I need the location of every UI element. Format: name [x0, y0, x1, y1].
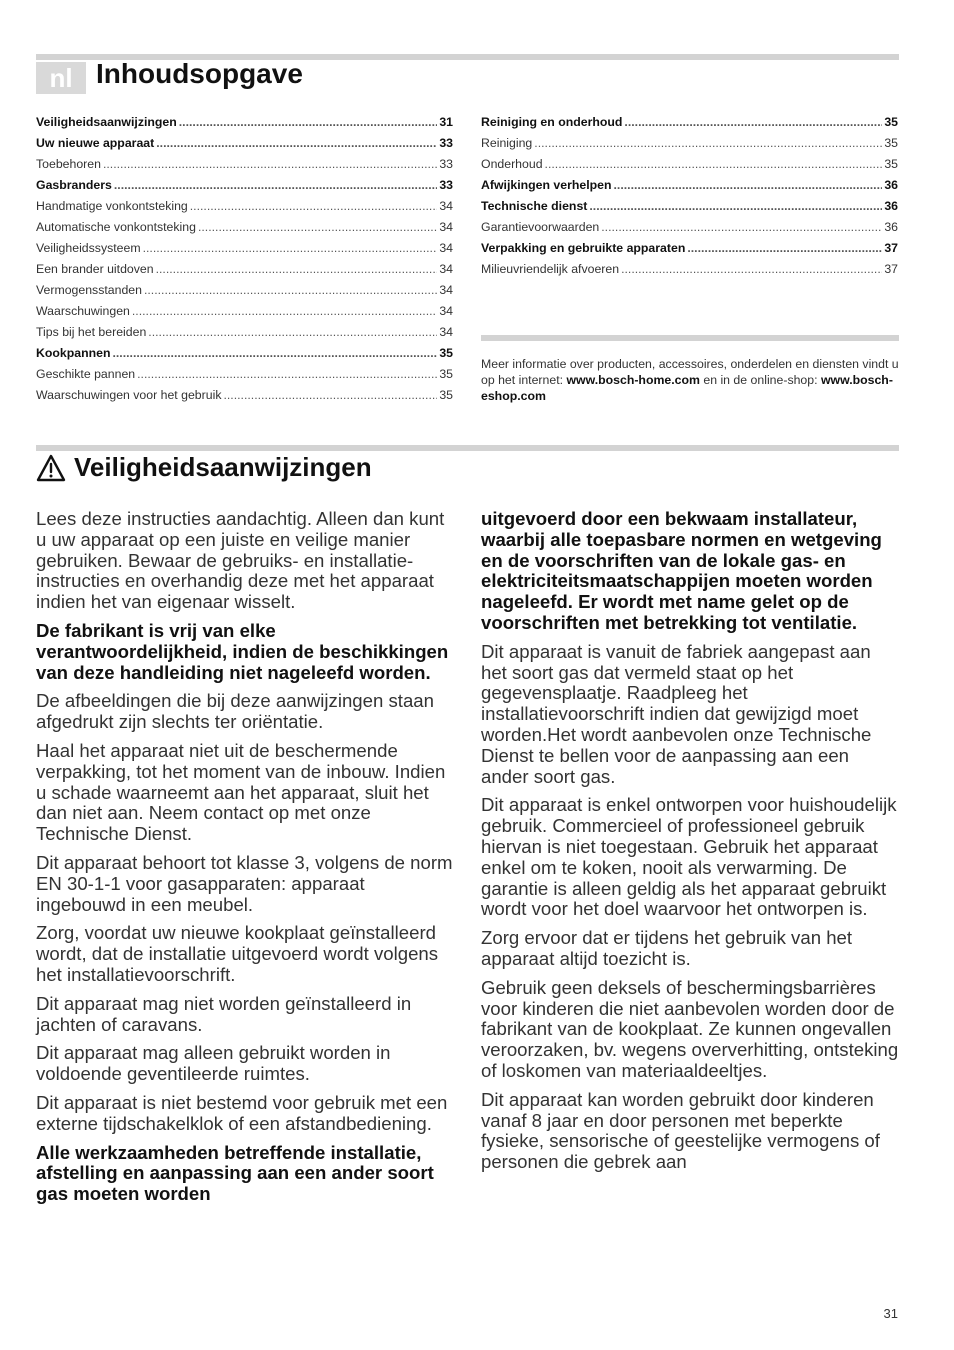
toc-leader-dots: [223, 388, 437, 402]
toc-entry-label: Geschikte pannen: [36, 367, 136, 381]
toc-entry-label: Afwijkingen verhelpen: [481, 178, 612, 192]
toc-leader-dots: [112, 346, 437, 360]
toc-entry-label: Technische dienst: [481, 199, 588, 213]
toc-entry-page: 36: [884, 199, 898, 213]
toc-entry[interactable]: [481, 262, 898, 283]
website-link[interactable]: www.bosch-home.com: [566, 373, 700, 387]
toc-leader-dots: [624, 115, 882, 129]
toc-entry[interactable]: [481, 178, 898, 199]
toc-leader-dots: [144, 283, 437, 297]
toc-entry[interactable]: [36, 325, 453, 346]
paragraph: Dit apparaat mag niet worden geïnstalleerd in jachten of caravans.: [36, 992, 412, 1035]
paragraph: Alle werkzaamheden betreffende installatie, afstelling en aanpassing aan een ander soort gas moeten worden: [36, 1141, 434, 1205]
toc-leader-dots: [614, 178, 883, 192]
toc-leader-dots: [621, 262, 882, 276]
paragraph: Dit apparaat mag alleen gebruikt worden in voldoende geventileerde ruimtes.: [36, 1042, 391, 1085]
toc-entry-label: Automatische vonkontsteking: [36, 220, 196, 234]
eshop-link[interactable]: www.bosch-eshop.com: [481, 373, 893, 403]
paragraph: Zorg, voordat uw nieuwe kookplaat geïnstalleerd wordt, dat de installatie uitgevoerd wordt volgens het installatievoorschrift.: [36, 922, 439, 985]
toc-left-column: [36, 115, 453, 409]
toc-leader-dots: [137, 367, 437, 381]
toc-title: Inhoudsopgave: [96, 58, 303, 89]
toc-leader-dots: [156, 262, 438, 276]
toc-entry[interactable]: [36, 157, 453, 178]
toc-entry-page: 33: [439, 136, 453, 150]
toc-entry[interactable]: [36, 388, 453, 409]
paragraph: Dit apparaat is enkel ontworpen voor huishoudelijk gebruik. Commercieel of professioneel gebruik hiervan is niet toegestaan. Gebruik het apparaat enkel om te koken, nooit als verwarming. De garantie is alleen geldig als het apparaat gebruikt wordt voor het doel waarvoor het ontworpen is.: [481, 794, 897, 920]
paragraph: Dit apparaat kan worden gebruikt door kinderen vanaf 8 jaar en door personen met beperkte fysieke, sensorische of geestelijke vermogens of personen die gebrek aan: [481, 1088, 880, 1173]
language-badge: nl: [36, 62, 86, 94]
toc-entry[interactable]: [481, 115, 898, 136]
toc-entry-page: 35: [439, 346, 453, 360]
paragraph: Lees deze instructies aandachtig. Alleen dan kunt u uw apparaat op een juiste en veilige manier gebruiken. Bewaar de gebruiks- en installatie-instructies en overhandig deze met het apparaat indien het van eigenaar wisselt.: [36, 508, 445, 613]
toc-leader-dots: [156, 136, 437, 150]
paragraph: De afbeeldingen die bij deze aanwijzingen staan afgedrukt zijn slechts ter oriëntatie.: [36, 690, 434, 733]
toc-entry-label: Milieuvriendelijk afvoeren: [481, 262, 620, 276]
toc-entry-label: Waarschuwingen voor het gebruik: [36, 388, 222, 402]
page-number: 31: [883, 1306, 898, 1321]
info-divider: [481, 335, 899, 341]
toc-entry-page: 33: [439, 178, 453, 192]
toc-leader-dots: [103, 157, 437, 171]
toc-entry[interactable]: [36, 220, 453, 241]
toc-entry-label: Gasbranders: [36, 178, 112, 192]
toc-entry-label: Uw nieuwe apparaat: [36, 136, 155, 150]
toc-entry-page: 35: [884, 115, 898, 129]
toc-leader-dots: [148, 325, 437, 339]
paragraph: Dit apparaat behoort tot klasse 3, volgens de norm EN 30-1-1 voor gasapparaten: apparaat ingebouwd in een meubel.: [36, 851, 453, 915]
toc-entry-page: 35: [439, 388, 453, 402]
toc-leader-dots: [198, 220, 437, 234]
toc-entry-page: 31: [439, 115, 453, 129]
safety-section-title: [36, 452, 372, 483]
safety-left-column: [36, 509, 454, 1213]
toc-leader-dots: [143, 241, 438, 255]
toc-entry[interactable]: [481, 220, 898, 241]
toc-entry[interactable]: [481, 199, 898, 220]
toc-entry[interactable]: [36, 304, 453, 325]
toc-entry-page: 35: [439, 367, 453, 381]
toc-entry-label: Handmatige vonkontsteking: [36, 199, 188, 213]
toc-leader-dots: [534, 136, 882, 150]
paragraph: De fabrikant is vrij van elke verantwoordelijkheid, indien de beschikkingen van deze handleiding niet nageleefd worden.: [36, 619, 449, 683]
toc-leader-dots: [190, 199, 438, 213]
toc-entry[interactable]: [36, 367, 453, 388]
toc-entry[interactable]: [36, 283, 453, 304]
toc-entry-page: 34: [439, 220, 453, 234]
toc-entry-page: 36: [884, 220, 898, 234]
toc-entry[interactable]: [36, 241, 453, 262]
toc-entry-page: 34: [439, 241, 453, 255]
toc-entry[interactable]: [36, 115, 453, 136]
toc-leader-dots: [601, 220, 882, 234]
toc-entry-label: Toebehoren: [36, 157, 101, 171]
toc-entry-page: 35: [884, 136, 898, 150]
toc-entry-page: 34: [439, 199, 453, 213]
toc-entry-label: Vermogensstanden: [36, 283, 142, 297]
paragraph: Dit apparaat is vanuit de fabriek aangepast aan het soort gas dat vermeld staat op het gegevensplaatje. Raadpleeg het installatievoorschrift indien dat gewijzigd moet worden.Het wordt aanbevolen onze Technische Dienst te bellen voor de aanpassing aan een ander soort gas.: [481, 640, 872, 787]
toc-entry-page: 37: [884, 262, 898, 276]
toc-entry-page: 34: [439, 325, 453, 339]
safety-right-column: [481, 509, 899, 1181]
toc-entry[interactable]: [481, 241, 898, 262]
toc-entry-label: Garantievoorwaarden: [481, 220, 600, 234]
info-text-part: Meer informatie over producten, accessoires, onderdelen en diensten vindt u op het internet:: [481, 357, 899, 387]
toc-entry-label: Tips bij het bereiden: [36, 325, 147, 339]
toc-entry-label: Veiligheidsaanwijzingen: [36, 115, 177, 129]
toc-entry-label: Verpakking en gebruikte apparaten: [481, 241, 686, 255]
warning-triangle-icon: [36, 454, 66, 482]
toc-leader-dots: [687, 241, 882, 255]
toc-entry-label: Reiniging en onderhoud: [481, 115, 623, 129]
toc-entry-page: 34: [439, 304, 453, 318]
toc-entry-label: Waarschuwingen: [36, 304, 130, 318]
paragraph: Dit apparaat is niet bestemd voor gebruik met een externe tijdschakelklok of een afstandbediening.: [36, 1091, 448, 1134]
toc-entry-page: 37: [884, 241, 898, 255]
toc-leader-dots: [589, 199, 882, 213]
paragraph: Haal het apparaat niet uit de beschermende verpakking, tot het moment van de inbouw. Indien u schade waarneemt aan het apparaat, sluit het dan niet aan. Neem contact op met onze Technische Dienst.: [36, 739, 446, 845]
toc-entry-label: Reiniging: [481, 136, 533, 150]
toc-entry[interactable]: [481, 157, 898, 178]
toc-entry-page: 34: [439, 283, 453, 297]
toc-entry[interactable]: [481, 136, 898, 157]
toc-entry[interactable]: [36, 136, 453, 157]
safety-title-text: Veiligheidsaanwijzingen: [74, 452, 372, 482]
paragraph: Zorg ervoor dat er tijdens het gebruik van het apparaat altijd toezicht is.: [481, 927, 853, 969]
toc-leader-dots: [114, 178, 437, 192]
toc-entry[interactable]: [36, 262, 453, 283]
toc-leader-dots: [545, 157, 883, 171]
paragraph: Gebruik geen deksels of beschermingsbarrières voor kinderen die niet aanbevolen worden door de fabrikant van de kookplaat. Ze kunnen ongevallen veroorzaken, bv. wegens oververhitting, ontsteking of loskomen van materiaaldeeltjes.: [481, 976, 899, 1081]
toc-entry[interactable]: [36, 178, 453, 199]
toc-entry-label: Onderhoud: [481, 157, 543, 171]
toc-entry-label: Veiligheidssysteem: [36, 241, 141, 255]
toc-entry-page: 34: [439, 262, 453, 276]
toc-leader-dots: [179, 115, 438, 129]
toc-entry-page: 35: [884, 157, 898, 171]
toc-entry[interactable]: [36, 346, 453, 367]
toc-leader-dots: [132, 304, 437, 318]
toc-entry-label: Een brander uitdoven: [36, 262, 154, 276]
toc-entry-page: 36: [884, 178, 898, 192]
paragraph: uitgevoerd door een bekwaam installateur, waarbij alle toepasbare normen en wetgeving en de voorschriften van de lokale gas- en elektriciteitsmaatschappijen moeten worden nageleefd. Er wordt met name gelet op de voorschriften met betrekking tot ventilatie.: [481, 508, 882, 633]
toc-right-column: [481, 115, 898, 283]
toc-entry-label: Kookpannen: [36, 346, 111, 360]
info-text: [481, 356, 899, 404]
section-divider: [36, 445, 899, 451]
info-text-part: en in de online-shop:: [699, 373, 821, 387]
toc-entry[interactable]: [36, 199, 453, 220]
toc-entry-page: 33: [439, 157, 453, 171]
